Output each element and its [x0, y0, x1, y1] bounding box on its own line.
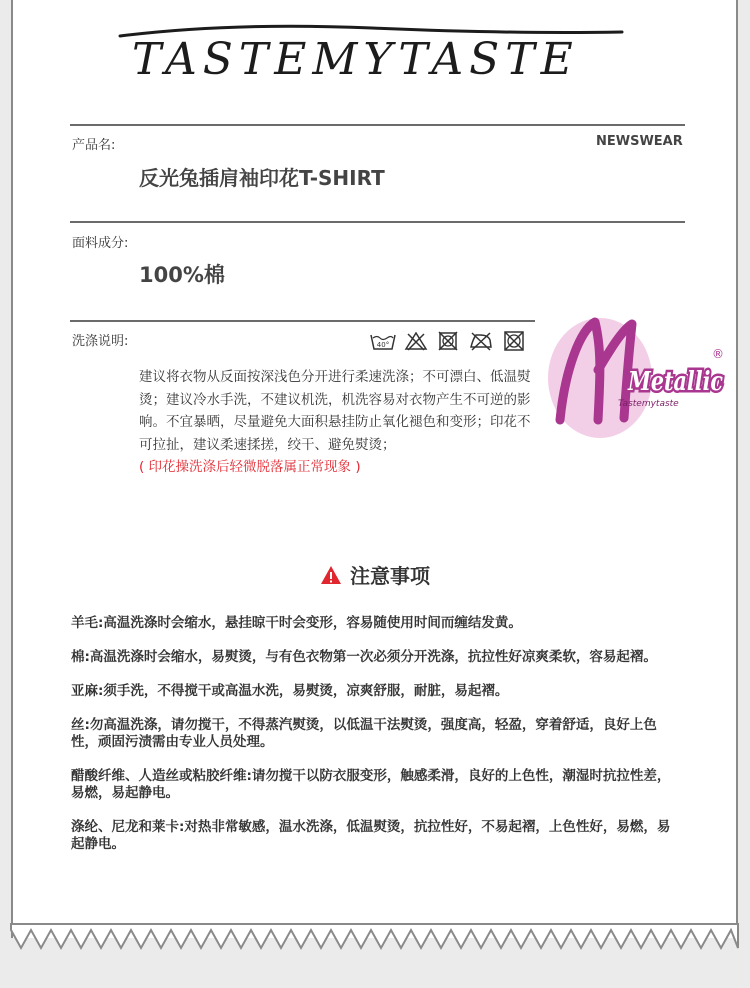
notice-title: 注意事项 — [350, 564, 430, 588]
brand-logo — [112, 14, 632, 90]
notice-list — [71, 615, 683, 870]
notice-heading — [0, 560, 750, 589]
notice-item-silk: 丝:勿高温洗涤，请勿搅干，不得蒸汽熨烫，以低温干法熨烫，强度高，轻盈，穿着舒适，良好上色性，顽固污渍需由专业人员处理。 — [71, 717, 657, 750]
fabric-label: 面料成分: — [72, 236, 129, 251]
metallic-logo-subtext: Tastemytaste — [618, 399, 679, 409]
product-name-label: 产品名: — [72, 138, 116, 153]
divider-fabric — [70, 221, 685, 223]
svg-text:40°: 40° — [376, 341, 390, 349]
washing-instructions — [139, 366, 531, 479]
brand-tag: NEWSWEAR — [596, 134, 683, 149]
print-warning: ( 印花操洗涤后轻微脱落属正常现象 ) — [139, 459, 361, 475]
no-tumble-dry-icon — [436, 330, 460, 352]
metallic-logo-text: Metallic — [627, 367, 724, 397]
fabric-value: 100%棉 — [139, 263, 225, 287]
notice-item-wool: 羊毛:高温洗涤时会缩水，悬挂晾干时会变形，容易随使用时间而缠结发黄。 — [71, 615, 522, 631]
zigzag-edge — [11, 924, 738, 954]
brand-logo-text: TASTEMYTASTE — [132, 34, 579, 85]
registered-mark: ® — [712, 347, 724, 361]
notice-item-acetate: 醋酸纤维、人造丝或粘胶纤维:请勿搅干以防衣服变形，触感柔滑，良好的上色性，潮湿时抗拉性差，易燃，易起静电。 — [71, 768, 671, 801]
notice-item-polyester: 涤纶、尼龙和莱卡:对热非常敏感，温水洗涤，低温熨烫，抗拉性好，不易起褶，上色性好，易燃，易起静电。 — [71, 819, 671, 852]
notice-item-linen: 亚麻:须手洗，不得搅干或高温水洗，易熨烫，凉爽舒服，耐脏，易起褶。 — [71, 683, 509, 699]
no-dry-clean-icon — [502, 330, 526, 352]
no-iron-icon — [468, 330, 494, 352]
no-bleach-icon — [404, 330, 428, 352]
wash-icon-row — [370, 330, 526, 352]
warning-icon — [320, 565, 342, 585]
product-name-value: 反光兔插肩袖印花T-SHIRT — [139, 166, 385, 190]
metallic-logo — [540, 310, 730, 440]
washing-label: 洗涤说明: — [72, 334, 129, 349]
washing-text: 建议将衣物从反面按深浅色分开进行柔速洗涤；不可漂白、低温熨烫；建议冷水手洗，不建议机洗，机洗容易对衣物产生不可逆的影响。不宜暴晒，尽量避免大面积悬挂防止氧化褪色和变形；印花不可拉扯，建议柔速揉搓，绞干、避免熨烫； — [139, 369, 531, 453]
wash-40-icon — [370, 330, 396, 352]
divider-top — [70, 124, 685, 126]
divider-washing — [70, 320, 535, 322]
notice-item-cotton: 棉:高温洗涤时会缩水，易熨烫，与有色衣物第一次必须分开洗涤，抗拉性好凉爽柔软，容易起褶。 — [71, 649, 657, 665]
